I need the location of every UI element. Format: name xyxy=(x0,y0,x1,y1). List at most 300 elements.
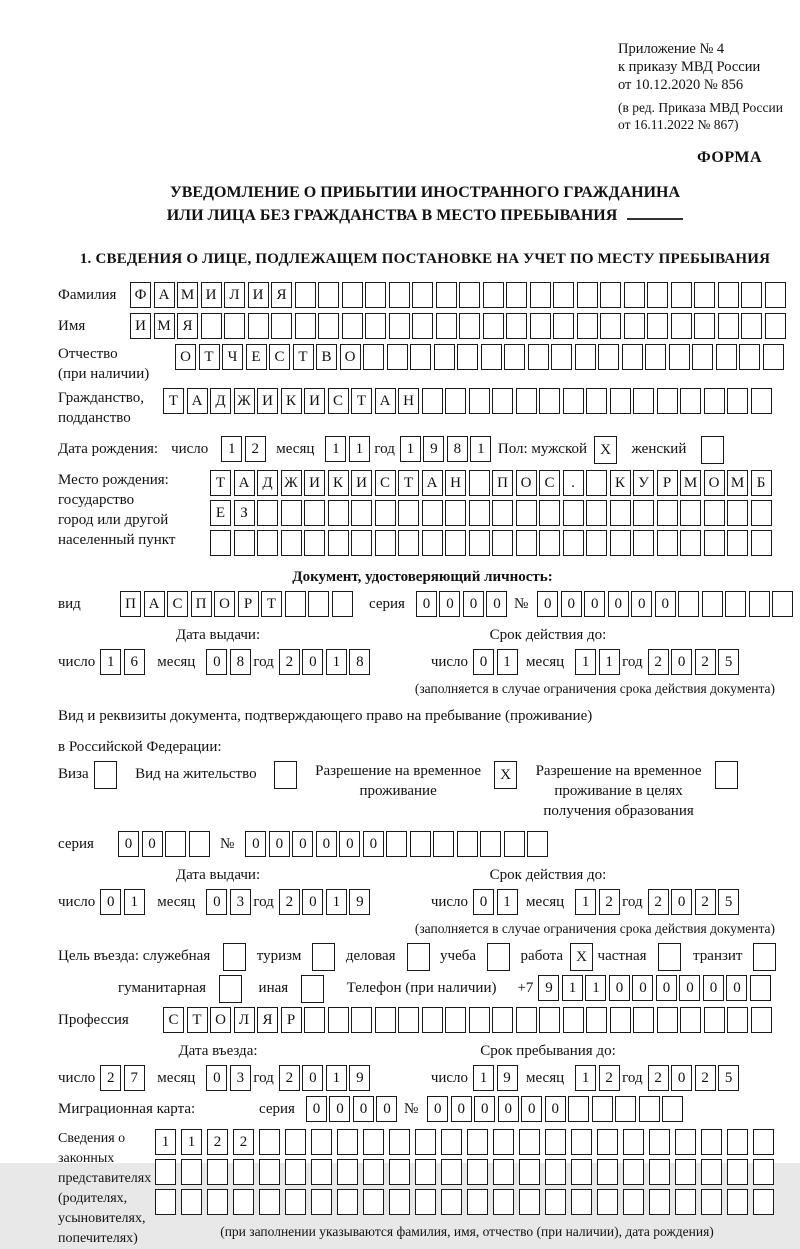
patronymic-cell-5[interactable]: Т xyxy=(293,344,314,370)
patronymic-cell-10[interactable] xyxy=(410,344,431,370)
representatives-row-2-cell-20[interactable] xyxy=(675,1189,696,1215)
representatives-row-0-cell-2[interactable]: 2 xyxy=(207,1129,228,1155)
doc-number-cell-3[interactable]: 0 xyxy=(608,591,629,617)
birth-month-cell-1[interactable]: 1 xyxy=(349,436,370,462)
representatives-row-1-cell-8[interactable] xyxy=(363,1159,384,1185)
migration-number-cell-3[interactable]: 0 xyxy=(498,1096,519,1122)
surname-cell-6[interactable]: Я xyxy=(271,282,292,308)
birthplace-row-0-cell-16[interactable] xyxy=(586,470,607,496)
givenname-cell-7[interactable] xyxy=(295,313,316,339)
birth-day-cell-0[interactable]: 1 xyxy=(221,436,242,462)
permit-issue-month-cell-1[interactable]: 3 xyxy=(230,889,251,915)
phone-cell-7[interactable]: 0 xyxy=(703,975,724,1001)
birthplace-row-0-cell-8[interactable]: Т xyxy=(398,470,419,496)
birthplace-row-1-cell-16[interactable] xyxy=(586,500,607,526)
doc-type-cell-0[interactable]: П xyxy=(120,591,141,617)
visa-checkbox-cell-0[interactable] xyxy=(94,761,117,789)
profession-cell-11[interactable] xyxy=(422,1007,443,1033)
profession-cell-1[interactable]: Т xyxy=(187,1007,208,1033)
birthplace-row-2-cell-1[interactable] xyxy=(234,530,255,556)
birthplace-row-1-cell-18[interactable] xyxy=(633,500,654,526)
profession-cell-13[interactable] xyxy=(469,1007,490,1033)
doc-type-cell-1[interactable]: А xyxy=(144,591,165,617)
doc-issue-year-cell-2[interactable]: 1 xyxy=(326,649,347,675)
representatives-row-0-cell-7[interactable] xyxy=(337,1129,358,1155)
birthplace-row-1-cell-11[interactable] xyxy=(469,500,490,526)
birthplace-row-0-cell-0[interactable]: Т xyxy=(210,470,231,496)
birth-month-cell-0[interactable]: 1 xyxy=(325,436,346,462)
birthplace-row-0-cell-20[interactable]: М xyxy=(680,470,701,496)
birthplace-row-0-cell-9[interactable]: А xyxy=(422,470,443,496)
stay-year-cell-2[interactable]: 2 xyxy=(695,1065,716,1091)
purpose-other-checkbox-cell-0[interactable] xyxy=(301,975,324,1003)
doc-type-cell-2[interactable]: С xyxy=(167,591,188,617)
surname-cell-1[interactable]: А xyxy=(154,282,175,308)
representatives-row-1-cell-17[interactable] xyxy=(597,1159,618,1185)
surname-cell-5[interactable]: И xyxy=(248,282,269,308)
birthplace-row-0-cell-14[interactable]: С xyxy=(539,470,560,496)
phone-cell-2[interactable]: 1 xyxy=(585,975,606,1001)
givenname-cell-8[interactable] xyxy=(318,313,339,339)
representatives-row-1-cell-4[interactable] xyxy=(259,1159,280,1185)
birthplace-row-1-cell-5[interactable] xyxy=(328,500,349,526)
birthplace-row-2-cell-9[interactable] xyxy=(422,530,443,556)
birth-day-cell-1[interactable]: 2 xyxy=(245,436,266,462)
givenname-cell-5[interactable] xyxy=(248,313,269,339)
representatives-row-1-cell-10[interactable] xyxy=(415,1159,436,1185)
birthplace-row-2-cell-8[interactable] xyxy=(398,530,419,556)
representatives-row-0-cell-10[interactable] xyxy=(415,1129,436,1155)
representatives-row-2-cell-6[interactable] xyxy=(311,1189,332,1215)
permit-number-cell-7[interactable] xyxy=(410,831,431,857)
givenname-cell-19[interactable] xyxy=(577,313,598,339)
birthplace-row-0-cell-22[interactable]: М xyxy=(727,470,748,496)
representatives-row-1-cell-16[interactable] xyxy=(571,1159,592,1185)
citizenship-cell-24[interactable] xyxy=(727,388,748,414)
givenname-cell-23[interactable] xyxy=(671,313,692,339)
doc-number-cell-8[interactable] xyxy=(725,591,746,617)
representatives-row-0-cell-5[interactable] xyxy=(285,1129,306,1155)
purpose-humanitarian-checkbox-cell-0[interactable] xyxy=(219,975,242,1003)
citizenship-cell-10[interactable]: Н xyxy=(398,388,419,414)
profession-cell-3[interactable]: Л xyxy=(234,1007,255,1033)
citizenship-cell-20[interactable] xyxy=(633,388,654,414)
birthplace-row-2-cell-4[interactable] xyxy=(304,530,325,556)
birthplace-row-0-cell-2[interactable]: Д xyxy=(257,470,278,496)
profession-cell-19[interactable] xyxy=(610,1007,631,1033)
permit-number-cell-3[interactable]: 0 xyxy=(316,831,337,857)
permit-number-cell-8[interactable] xyxy=(433,831,454,857)
patronymic-cell-20[interactable] xyxy=(645,344,666,370)
patronymic-cell-23[interactable] xyxy=(716,344,737,370)
representatives-row-1-cell-5[interactable] xyxy=(285,1159,306,1185)
entry-month-cell-1[interactable]: 3 xyxy=(230,1065,251,1091)
surname-cell-13[interactable] xyxy=(436,282,457,308)
gender-male-checkbox-cell-0[interactable]: X xyxy=(594,436,617,464)
citizenship-cell-9[interactable]: А xyxy=(375,388,396,414)
representatives-row-2-cell-8[interactable] xyxy=(363,1189,384,1215)
patronymic-cell-7[interactable]: О xyxy=(340,344,361,370)
representatives-row-2-cell-21[interactable] xyxy=(701,1189,722,1215)
profession-cell-14[interactable] xyxy=(492,1007,513,1033)
doc-valid-day-cell-0[interactable]: 0 xyxy=(473,649,494,675)
givenname-cell-10[interactable] xyxy=(365,313,386,339)
temp-residence-checkbox-cell-0[interactable]: X xyxy=(494,761,517,789)
surname-cell-2[interactable]: М xyxy=(177,282,198,308)
permit-issue-year-cell-2[interactable]: 1 xyxy=(326,889,347,915)
surname-cell-20[interactable] xyxy=(600,282,621,308)
surname-cell-24[interactable] xyxy=(694,282,715,308)
stay-year-cell-1[interactable]: 0 xyxy=(671,1065,692,1091)
birthplace-row-1-cell-22[interactable] xyxy=(727,500,748,526)
doc-series-cell-1[interactable]: 0 xyxy=(439,591,460,617)
profession-cell-17[interactable] xyxy=(563,1007,584,1033)
citizenship-cell-23[interactable] xyxy=(704,388,725,414)
surname-cell-26[interactable] xyxy=(741,282,762,308)
doc-type-cell-4[interactable]: О xyxy=(214,591,235,617)
givenname-cell-14[interactable] xyxy=(459,313,480,339)
representatives-row-2-cell-2[interactable] xyxy=(207,1189,228,1215)
doc-issue-year-cell-1[interactable]: 0 xyxy=(302,649,323,675)
entry-month-cell-0[interactable]: 0 xyxy=(206,1065,227,1091)
doc-valid-month-cell-0[interactable]: 1 xyxy=(575,649,596,675)
birthplace-row-0-cell-4[interactable]: И xyxy=(304,470,325,496)
migration-number-cell-8[interactable] xyxy=(615,1096,636,1122)
patronymic-cell-14[interactable] xyxy=(504,344,525,370)
doc-number-cell-10[interactable] xyxy=(772,591,793,617)
citizenship-cell-13[interactable] xyxy=(469,388,490,414)
birthplace-row-0-cell-6[interactable]: И xyxy=(351,470,372,496)
permit-issue-year-cell-1[interactable]: 0 xyxy=(302,889,323,915)
migration-number-cell-7[interactable] xyxy=(592,1096,613,1122)
citizenship-cell-12[interactable] xyxy=(445,388,466,414)
profession-cell-2[interactable]: О xyxy=(210,1007,231,1033)
patronymic-cell-6[interactable]: В xyxy=(316,344,337,370)
birthplace-row-0-cell-19[interactable]: Р xyxy=(657,470,678,496)
givenname-cell-16[interactable] xyxy=(506,313,527,339)
representatives-row-1-cell-20[interactable] xyxy=(675,1159,696,1185)
patronymic-cell-11[interactable] xyxy=(434,344,455,370)
stay-month-cell-0[interactable]: 1 xyxy=(575,1065,596,1091)
birthplace-row-2-cell-14[interactable] xyxy=(539,530,560,556)
birthplace-row-0-cell-5[interactable]: К xyxy=(328,470,349,496)
representatives-row-1-cell-12[interactable] xyxy=(467,1159,488,1185)
surname-cell-22[interactable] xyxy=(647,282,668,308)
permit-series-cell-0[interactable]: 0 xyxy=(118,831,139,857)
doc-number-cell-4[interactable]: 0 xyxy=(631,591,652,617)
doc-issue-day-cell-1[interactable]: 6 xyxy=(124,649,145,675)
representatives-row-2-cell-14[interactable] xyxy=(519,1189,540,1215)
migration-series-cell-1[interactable]: 0 xyxy=(329,1096,350,1122)
migration-number-cell-6[interactable] xyxy=(568,1096,589,1122)
givenname-cell-26[interactable] xyxy=(741,313,762,339)
givenname-cell-24[interactable] xyxy=(694,313,715,339)
birthplace-row-0-cell-1[interactable]: А xyxy=(234,470,255,496)
surname-cell-12[interactable] xyxy=(412,282,433,308)
doc-valid-year-cell-0[interactable]: 2 xyxy=(648,649,669,675)
patronymic-cell-17[interactable] xyxy=(575,344,596,370)
representatives-row-2-cell-5[interactable] xyxy=(285,1189,306,1215)
givenname-cell-27[interactable] xyxy=(765,313,786,339)
migration-number-cell-2[interactable]: 0 xyxy=(474,1096,495,1122)
birthplace-row-2-cell-17[interactable] xyxy=(610,530,631,556)
representatives-row-1-cell-21[interactable] xyxy=(701,1159,722,1185)
permit-number-cell-9[interactable] xyxy=(457,831,478,857)
citizenship-cell-7[interactable]: С xyxy=(328,388,349,414)
representatives-row-0-cell-8[interactable] xyxy=(363,1129,384,1155)
permit-issue-day-cell-0[interactable]: 0 xyxy=(100,889,121,915)
birthplace-row-2-cell-2[interactable] xyxy=(257,530,278,556)
representatives-row-2-cell-19[interactable] xyxy=(649,1189,670,1215)
patronymic-cell-25[interactable] xyxy=(763,344,784,370)
migration-number-cell-5[interactable]: 0 xyxy=(545,1096,566,1122)
permit-issue-year-cell-3[interactable]: 9 xyxy=(349,889,370,915)
doc-issue-month-cell-0[interactable]: 0 xyxy=(206,649,227,675)
birthplace-row-0-cell-12[interactable]: П xyxy=(492,470,513,496)
representatives-row-0-cell-11[interactable] xyxy=(441,1129,462,1155)
citizenship-cell-18[interactable] xyxy=(586,388,607,414)
profession-cell-12[interactable] xyxy=(445,1007,466,1033)
surname-cell-16[interactable] xyxy=(506,282,527,308)
doc-type-cell-3[interactable]: П xyxy=(191,591,212,617)
doc-type-cell-9[interactable] xyxy=(332,591,353,617)
surname-cell-18[interactable] xyxy=(553,282,574,308)
purpose-private-checkbox-cell-0[interactable] xyxy=(658,943,681,971)
representatives-row-1-cell-3[interactable] xyxy=(233,1159,254,1185)
patronymic-cell-1[interactable]: Т xyxy=(199,344,220,370)
surname-cell-4[interactable]: Л xyxy=(224,282,245,308)
doc-type-cell-5[interactable]: Р xyxy=(238,591,259,617)
phone-cell-0[interactable]: 9 xyxy=(538,975,559,1001)
representatives-row-2-cell-12[interactable] xyxy=(467,1189,488,1215)
birthplace-row-1-cell-17[interactable] xyxy=(610,500,631,526)
representatives-row-0-cell-18[interactable] xyxy=(623,1129,644,1155)
representatives-row-1-cell-7[interactable] xyxy=(337,1159,358,1185)
doc-valid-year-cell-1[interactable]: 0 xyxy=(671,649,692,675)
migration-series-cell-0[interactable]: 0 xyxy=(306,1096,327,1122)
profession-cell-15[interactable] xyxy=(516,1007,537,1033)
doc-issue-year-cell-3[interactable]: 8 xyxy=(349,649,370,675)
permit-number-cell-11[interactable] xyxy=(504,831,525,857)
permit-valid-day-cell-0[interactable]: 0 xyxy=(473,889,494,915)
patronymic-cell-3[interactable]: Е xyxy=(246,344,267,370)
patronymic-cell-2[interactable]: Ч xyxy=(222,344,243,370)
migration-number-cell-9[interactable] xyxy=(639,1096,660,1122)
birthplace-row-1-cell-15[interactable] xyxy=(563,500,584,526)
givenname-cell-22[interactable] xyxy=(647,313,668,339)
representatives-row-0-cell-6[interactable] xyxy=(311,1129,332,1155)
doc-number-cell-5[interactable]: 0 xyxy=(655,591,676,617)
patronymic-cell-9[interactable] xyxy=(387,344,408,370)
surname-cell-11[interactable] xyxy=(389,282,410,308)
representatives-row-1-cell-14[interactable] xyxy=(519,1159,540,1185)
birth-year-cell-1[interactable]: 9 xyxy=(423,436,444,462)
doc-issue-year-cell-0[interactable]: 2 xyxy=(279,649,300,675)
doc-number-cell-0[interactable]: 0 xyxy=(537,591,558,617)
profession-cell-10[interactable] xyxy=(398,1007,419,1033)
birthplace-row-1-cell-20[interactable] xyxy=(680,500,701,526)
birthplace-row-1-cell-21[interactable] xyxy=(704,500,725,526)
surname-cell-9[interactable] xyxy=(342,282,363,308)
permit-number-cell-12[interactable] xyxy=(527,831,548,857)
birthplace-row-2-cell-16[interactable] xyxy=(586,530,607,556)
representatives-row-0-cell-23[interactable] xyxy=(753,1129,774,1155)
permit-valid-day-cell-1[interactable]: 1 xyxy=(497,889,518,915)
birthplace-row-1-cell-3[interactable] xyxy=(281,500,302,526)
doc-series-cell-3[interactable]: 0 xyxy=(486,591,507,617)
givenname-cell-0[interactable]: И xyxy=(130,313,151,339)
permit-number-cell-0[interactable]: 0 xyxy=(245,831,266,857)
representatives-row-0-cell-4[interactable] xyxy=(259,1129,280,1155)
doc-series-cell-2[interactable]: 0 xyxy=(463,591,484,617)
doc-issue-month-cell-1[interactable]: 8 xyxy=(230,649,251,675)
givenname-cell-13[interactable] xyxy=(436,313,457,339)
birthplace-row-1-cell-6[interactable] xyxy=(351,500,372,526)
phone-cell-1[interactable]: 1 xyxy=(562,975,583,1001)
representatives-row-0-cell-1[interactable]: 1 xyxy=(181,1129,202,1155)
doc-issue-day-cell-0[interactable]: 1 xyxy=(100,649,121,675)
givenname-cell-21[interactable] xyxy=(624,313,645,339)
phone-cell-9[interactable] xyxy=(750,975,771,1001)
citizenship-cell-0[interactable]: Т xyxy=(163,388,184,414)
representatives-row-1-cell-9[interactable] xyxy=(389,1159,410,1185)
representatives-row-2-cell-7[interactable] xyxy=(337,1189,358,1215)
permit-number-cell-10[interactable] xyxy=(480,831,501,857)
representatives-row-1-cell-13[interactable] xyxy=(493,1159,514,1185)
citizenship-cell-11[interactable] xyxy=(422,388,443,414)
migration-number-cell-10[interactable] xyxy=(662,1096,683,1122)
representatives-row-1-cell-18[interactable] xyxy=(623,1159,644,1185)
doc-number-cell-1[interactable]: 0 xyxy=(561,591,582,617)
givenname-cell-20[interactable] xyxy=(600,313,621,339)
permit-valid-year-cell-3[interactable]: 5 xyxy=(718,889,739,915)
birth-year-cell-3[interactable]: 1 xyxy=(470,436,491,462)
permit-issue-day-cell-1[interactable]: 1 xyxy=(124,889,145,915)
birth-year-cell-0[interactable]: 1 xyxy=(400,436,421,462)
representatives-row-1-cell-23[interactable] xyxy=(753,1159,774,1185)
representatives-row-2-cell-0[interactable] xyxy=(155,1189,176,1215)
doc-type-cell-7[interactable] xyxy=(285,591,306,617)
birthplace-row-0-cell-17[interactable]: К xyxy=(610,470,631,496)
birthplace-row-1-cell-7[interactable] xyxy=(375,500,396,526)
stay-year-cell-0[interactable]: 2 xyxy=(648,1065,669,1091)
permit-issue-month-cell-0[interactable]: 0 xyxy=(206,889,227,915)
permit-valid-year-cell-1[interactable]: 0 xyxy=(671,889,692,915)
representatives-row-0-cell-14[interactable] xyxy=(519,1129,540,1155)
birthplace-row-2-cell-21[interactable] xyxy=(704,530,725,556)
permit-valid-month-cell-0[interactable]: 1 xyxy=(575,889,596,915)
entry-year-cell-1[interactable]: 0 xyxy=(302,1065,323,1091)
birth-year-cell-2[interactable]: 8 xyxy=(447,436,468,462)
representatives-row-0-cell-17[interactable] xyxy=(597,1129,618,1155)
birthplace-row-2-cell-7[interactable] xyxy=(375,530,396,556)
birthplace-row-1-cell-2[interactable] xyxy=(257,500,278,526)
representatives-row-0-cell-19[interactable] xyxy=(649,1129,670,1155)
patronymic-cell-15[interactable] xyxy=(528,344,549,370)
citizenship-cell-2[interactable]: Д xyxy=(210,388,231,414)
representatives-row-1-cell-2[interactable] xyxy=(207,1159,228,1185)
stay-day-cell-0[interactable]: 1 xyxy=(473,1065,494,1091)
profession-cell-16[interactable] xyxy=(539,1007,560,1033)
patronymic-cell-13[interactable] xyxy=(481,344,502,370)
surname-cell-3[interactable]: И xyxy=(201,282,222,308)
citizenship-cell-21[interactable] xyxy=(657,388,678,414)
citizenship-cell-15[interactable] xyxy=(516,388,537,414)
edu-residence-checkbox-cell-0[interactable] xyxy=(715,761,738,789)
permit-series-cell-2[interactable] xyxy=(165,831,186,857)
representatives-row-0-cell-13[interactable] xyxy=(493,1129,514,1155)
birthplace-row-0-cell-10[interactable]: Н xyxy=(445,470,466,496)
phone-cell-4[interactable]: 0 xyxy=(632,975,653,1001)
birthplace-row-1-cell-19[interactable] xyxy=(657,500,678,526)
representatives-row-2-cell-4[interactable] xyxy=(259,1189,280,1215)
patronymic-cell-24[interactable] xyxy=(739,344,760,370)
birthplace-row-2-cell-12[interactable] xyxy=(492,530,513,556)
givenname-cell-1[interactable]: М xyxy=(154,313,175,339)
surname-cell-8[interactable] xyxy=(318,282,339,308)
representatives-row-1-cell-15[interactable] xyxy=(545,1159,566,1185)
profession-cell-21[interactable] xyxy=(657,1007,678,1033)
phone-cell-3[interactable]: 0 xyxy=(609,975,630,1001)
givenname-cell-3[interactable] xyxy=(201,313,222,339)
permit-number-cell-2[interactable]: 0 xyxy=(292,831,313,857)
entry-year-cell-2[interactable]: 1 xyxy=(326,1065,347,1091)
surname-cell-25[interactable] xyxy=(718,282,739,308)
representatives-row-2-cell-22[interactable] xyxy=(727,1189,748,1215)
representatives-row-0-cell-22[interactable] xyxy=(727,1129,748,1155)
purpose-business-checkbox-cell-0[interactable] xyxy=(407,943,430,971)
profession-cell-20[interactable] xyxy=(633,1007,654,1033)
profession-cell-0[interactable]: С xyxy=(163,1007,184,1033)
citizenship-cell-14[interactable] xyxy=(492,388,513,414)
givenname-cell-15[interactable] xyxy=(483,313,504,339)
birthplace-row-0-cell-21[interactable]: О xyxy=(704,470,725,496)
citizenship-cell-1[interactable]: А xyxy=(187,388,208,414)
representatives-row-2-cell-13[interactable] xyxy=(493,1189,514,1215)
surname-cell-27[interactable] xyxy=(765,282,786,308)
profession-cell-7[interactable] xyxy=(328,1007,349,1033)
permit-valid-month-cell-1[interactable]: 2 xyxy=(599,889,620,915)
birthplace-row-0-cell-23[interactable]: Б xyxy=(751,470,772,496)
birthplace-row-1-cell-1[interactable]: З xyxy=(234,500,255,526)
phone-cell-6[interactable]: 0 xyxy=(679,975,700,1001)
representatives-row-2-cell-1[interactable] xyxy=(181,1189,202,1215)
birthplace-row-1-cell-12[interactable] xyxy=(492,500,513,526)
surname-cell-10[interactable] xyxy=(365,282,386,308)
citizenship-cell-22[interactable] xyxy=(680,388,701,414)
birthplace-row-0-cell-7[interactable]: С xyxy=(375,470,396,496)
patronymic-cell-19[interactable] xyxy=(622,344,643,370)
birthplace-row-2-cell-13[interactable] xyxy=(516,530,537,556)
birthplace-row-0-cell-3[interactable]: Ж xyxy=(281,470,302,496)
birthplace-row-2-cell-3[interactable] xyxy=(281,530,302,556)
representatives-row-0-cell-0[interactable]: 1 xyxy=(155,1129,176,1155)
representatives-row-2-cell-18[interactable] xyxy=(623,1189,644,1215)
purpose-work-checkbox-cell-0[interactable]: X xyxy=(570,943,593,971)
representatives-row-1-cell-6[interactable] xyxy=(311,1159,332,1185)
birthplace-row-2-cell-19[interactable] xyxy=(657,530,678,556)
doc-type-cell-6[interactable]: Т xyxy=(261,591,282,617)
citizenship-cell-17[interactable] xyxy=(563,388,584,414)
purpose-transit-checkbox-cell-0[interactable] xyxy=(753,943,776,971)
birthplace-row-0-cell-18[interactable]: У xyxy=(633,470,654,496)
birthplace-row-1-cell-23[interactable] xyxy=(751,500,772,526)
permit-number-cell-1[interactable]: 0 xyxy=(269,831,290,857)
doc-valid-month-cell-1[interactable]: 1 xyxy=(599,649,620,675)
residence-permit-checkbox-cell-0[interactable] xyxy=(274,761,297,789)
representatives-row-1-cell-1[interactable] xyxy=(181,1159,202,1185)
representatives-row-1-cell-0[interactable] xyxy=(155,1159,176,1185)
